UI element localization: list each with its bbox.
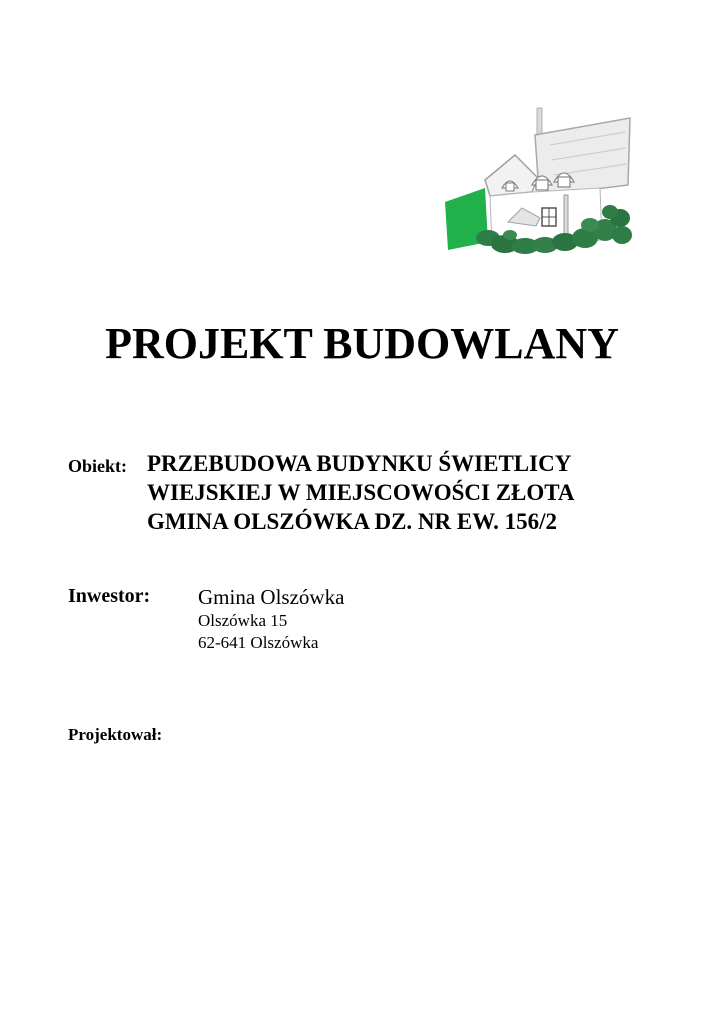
object-line-3: GMINA OLSZÓWKA DZ. NR EW. 156/2	[147, 509, 558, 534]
page-title: PROJEKT BUDOWLANY	[105, 319, 619, 368]
investor-details	[198, 584, 598, 654]
object-line-1: PRZEBUDOWA BUDYNKU ŚWIETLICY	[147, 451, 572, 476]
investor-name: Gmina Olszówka	[198, 585, 345, 609]
house-with-garden-icon	[440, 100, 640, 270]
object-line-2: WIEJSKIEJ W MIEJSCOWOŚCI ZŁOTA	[147, 480, 575, 505]
object-label: Obiekt:	[68, 456, 128, 476]
designed-by-label: Projektował:	[68, 725, 163, 744]
investor-city: 62-641 Olszówka	[198, 633, 319, 652]
investor-label: Inwestor:	[68, 585, 151, 607]
investor-street: Olszówka 15	[198, 611, 288, 630]
object-description	[147, 449, 687, 536]
